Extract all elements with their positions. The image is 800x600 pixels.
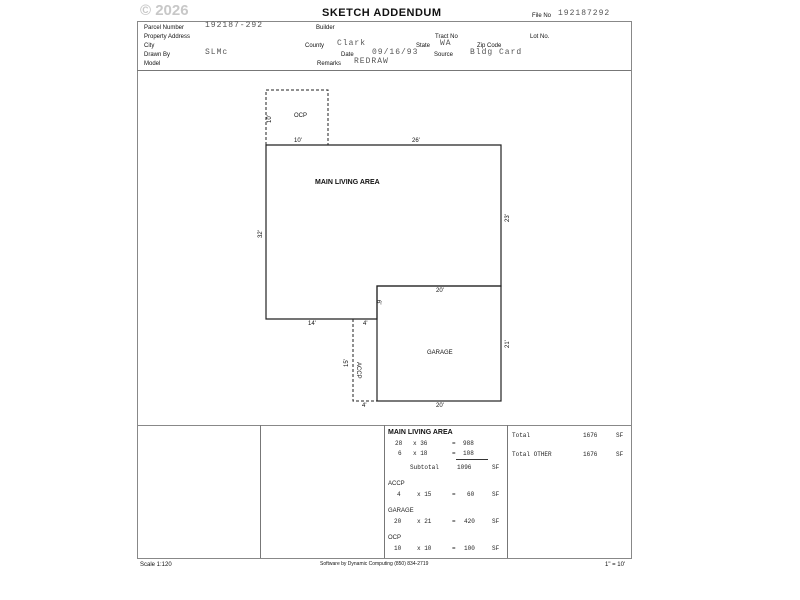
lot-label: Lot No. — [530, 34, 550, 40]
dim-garage-right: 21' — [505, 340, 511, 348]
tract-label: Tract No — [435, 34, 458, 40]
accp-outline — [353, 319, 377, 401]
parcel-label: Parcel Number — [144, 25, 185, 31]
software-credit: Software by Dynamic Computing (850) 834-2719 — [320, 561, 429, 567]
calc-ocp-v: 100 — [464, 545, 475, 552]
calc-main-row-1-eq: = — [452, 440, 456, 447]
remarks-label: Remarks — [317, 61, 342, 67]
drawn-by-label: Drawn By — [144, 52, 171, 58]
date-label: Date — [341, 52, 354, 58]
calc-main-row-1-v: 988 — [463, 440, 474, 447]
calc-accp-sf: SF — [492, 491, 500, 498]
calc-ocp-eq: = — [452, 545, 456, 552]
calc-main-row-2-b: x 18 — [413, 450, 428, 457]
calc-subtotal-value: 1096 — [457, 464, 472, 471]
dim-garage-top: 20' — [436, 288, 444, 294]
source-label: Source — [434, 52, 454, 58]
calc-ocp-a: 10 — [394, 545, 402, 552]
calc-garage-b: x 21 — [417, 518, 432, 525]
file-no-label: File No — [532, 13, 552, 19]
garage-outline — [377, 286, 501, 401]
dim-ocp-bottom: 10' — [294, 138, 302, 144]
calc-main-row-2-eq: = — [452, 450, 456, 457]
dim-main-top: 26' — [412, 138, 420, 144]
page-title: SKETCH ADDENDUM — [322, 7, 442, 19]
scale-label: Scale 1:120 — [140, 562, 172, 568]
calc-divider-3 — [507, 425, 508, 558]
calc-garage-a: 20 — [394, 518, 402, 525]
city-label: City — [144, 43, 155, 49]
total-label: Total — [512, 432, 531, 439]
county-value: Clark — [337, 39, 367, 48]
main-living-label: MAIN LIVING AREA — [315, 179, 380, 186]
date-value: 09/16/93 — [372, 48, 419, 57]
dim-main-left: 32' — [258, 230, 264, 238]
remarks-value: REDRAW — [354, 57, 389, 66]
calc-main-title: MAIN LIVING AREA — [388, 429, 453, 436]
main-living-outline — [266, 145, 501, 319]
total-other-value: 1676 — [583, 451, 598, 458]
calc-divider-2 — [384, 425, 385, 558]
state-label: State — [416, 43, 431, 49]
calc-accp-eq: = — [452, 491, 456, 498]
total-other-label: Total OTHER — [512, 451, 552, 458]
calc-subtotal-label: Subtotal — [410, 464, 439, 471]
source-value: Bldg Card — [470, 48, 523, 57]
calc-subtotal-sf: SF — [492, 464, 500, 471]
dim-ocp-left: 10' — [267, 115, 273, 123]
parcel-value: 192187-292 — [205, 21, 264, 30]
total-other-sf: SF — [616, 451, 624, 458]
property-label: Property Address — [144, 34, 191, 40]
builder-label: Builder — [316, 25, 335, 31]
total-value: 1676 — [583, 432, 598, 439]
dim-accp-left: 15' — [344, 359, 350, 367]
calc-garage-sf: SF — [492, 518, 500, 525]
calc-garage-eq: = — [452, 518, 456, 525]
zip-label: Zip Code — [477, 43, 502, 49]
calc-accp-title: ACCP — [388, 481, 405, 487]
county-label: County — [305, 43, 325, 49]
dim-step-6: 6' — [375, 300, 381, 305]
garage-label: GARAGE — [427, 350, 453, 356]
ocp-label: OCP — [294, 113, 308, 119]
calc-ocp-b: x 10 — [417, 545, 432, 552]
calc-ocp-sf: SF — [492, 545, 500, 552]
dim-main-bottom: 14' — [308, 321, 316, 327]
calc-garage-v: 420 — [464, 518, 475, 525]
scale-ratio: 1" = 10' — [605, 562, 626, 568]
file-no-value: 192187292 — [558, 9, 611, 18]
dim-accp-bottom: 4' — [362, 403, 367, 409]
calc-divider-1 — [260, 425, 261, 558]
calc-main-row-2-v: 108 — [463, 450, 474, 457]
calc-main-row-2-a: 6 — [398, 450, 402, 457]
accp-label: ACCP — [355, 362, 361, 379]
dim-step-4: 4' — [363, 321, 368, 327]
drawn-by-value: SLMc — [205, 48, 229, 57]
model-label: Model — [144, 61, 161, 67]
dim-main-right: 23' — [505, 214, 511, 222]
calc-main-row-1-a: 28 — [395, 440, 403, 447]
calc-accp-v: 60 — [467, 491, 475, 498]
calc-main-row-1-b: x 36 — [413, 440, 428, 447]
state-value: WA — [440, 39, 452, 48]
dim-garage-bottom: 20' — [436, 403, 444, 409]
total-sf: SF — [616, 432, 624, 439]
calc-accp-a: 4 — [397, 491, 401, 498]
calc-accp-b: x 15 — [417, 491, 432, 498]
watermark: © 2026 — [140, 2, 189, 19]
subtotal-rule — [456, 459, 488, 460]
calc-ocp-title: OCP — [388, 535, 402, 541]
calc-garage-title: GARAGE — [388, 508, 414, 514]
